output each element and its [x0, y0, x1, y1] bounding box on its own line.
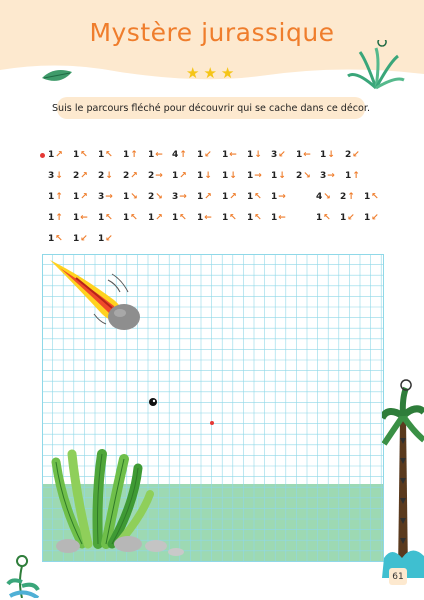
code-step: 1↖ — [73, 150, 88, 160]
start-dot — [40, 153, 45, 158]
code-step: 1↖ — [98, 150, 113, 160]
code-step: 1↑ — [123, 150, 138, 160]
code-step: 1↓ — [320, 150, 335, 160]
code-step: 2↗ — [73, 171, 88, 181]
code-step: 3↓ — [48, 171, 63, 181]
code-step: 1↓ — [222, 171, 237, 181]
code-step: 4↑ — [172, 150, 187, 160]
code-step: 1↖ — [316, 213, 331, 223]
code-step: 1↘ — [123, 192, 138, 202]
code-step: 1↖ — [222, 213, 237, 223]
code-step: 1↓ — [197, 171, 212, 181]
code-step: 4↘ — [316, 192, 331, 202]
code-step: 1↖ — [172, 213, 187, 223]
eye-dot — [149, 398, 157, 406]
fern-icon — [346, 40, 406, 90]
code-step: 1← — [296, 150, 311, 160]
code-step: 2→ — [148, 171, 163, 181]
spiral-plant-icon — [4, 552, 44, 598]
start-point — [210, 421, 214, 425]
code-step: 1↑ — [345, 171, 360, 181]
code-step: 1← — [271, 213, 286, 223]
code-step: 1↖ — [364, 192, 379, 202]
code-step: 3→ — [320, 171, 335, 181]
code-step: 2↑ — [340, 192, 355, 202]
code-step: 1↗ — [222, 192, 237, 202]
code-step: 1↗ — [197, 192, 212, 202]
code-step: 1↑ — [48, 192, 63, 202]
code-step: 1↖ — [247, 213, 262, 223]
code-step: 2↙ — [345, 150, 360, 160]
leaf-icon — [40, 66, 74, 88]
code-step: 1↙ — [98, 234, 113, 244]
code-step: 1← — [197, 213, 212, 223]
drawing-grid[interactable] — [42, 254, 384, 562]
difficulty-stars — [186, 66, 234, 81]
code-step: 1↙ — [73, 234, 88, 244]
star-icon: ★ — [186, 64, 200, 82]
code-step: 3→ — [172, 192, 187, 202]
grid-canvas — [42, 254, 384, 562]
code-step: 1↙ — [197, 150, 212, 160]
code-step: 3↙ — [271, 150, 286, 160]
palm-tree-icon — [382, 378, 424, 578]
code-step: 1↖ — [247, 192, 262, 202]
code-step: 1← — [73, 213, 88, 223]
page-number: 61 — [389, 568, 407, 585]
instruction-banner: Suis le parcours fléché pour découvrir qui se cache dans ce décor. — [57, 97, 365, 119]
code-step: 3→ — [98, 192, 113, 202]
code-step: 1↗ — [148, 213, 163, 223]
eye-highlight — [153, 400, 155, 402]
code-step: 1→ — [271, 192, 286, 202]
code-step: 2↗ — [123, 171, 138, 181]
code-step: 1↙ — [364, 213, 379, 223]
code-step: 1↗ — [73, 192, 88, 202]
code-step: 1↙ — [340, 213, 355, 223]
code-step: 1↗ — [48, 150, 63, 160]
code-step: 1↗ — [172, 171, 187, 181]
code-step: 1↓ — [247, 150, 262, 160]
code-step: 1↓ — [271, 171, 286, 181]
code-step: 1↖ — [98, 213, 113, 223]
star-icon: ★ — [203, 64, 217, 82]
code-step: 1→ — [247, 171, 262, 181]
code-step: 1↖ — [48, 234, 63, 244]
code-step: 1↖ — [123, 213, 138, 223]
page-title: Mystère jurassique — [89, 18, 335, 47]
code-step: 1↑ — [48, 213, 63, 223]
code-step: 1← — [148, 150, 163, 160]
code-step: 2↓ — [98, 171, 113, 181]
code-step: 2↘ — [296, 171, 311, 181]
star-icon: ★ — [220, 64, 235, 82]
code-step: 1← — [222, 150, 237, 160]
code-step: 2↘ — [148, 192, 163, 202]
